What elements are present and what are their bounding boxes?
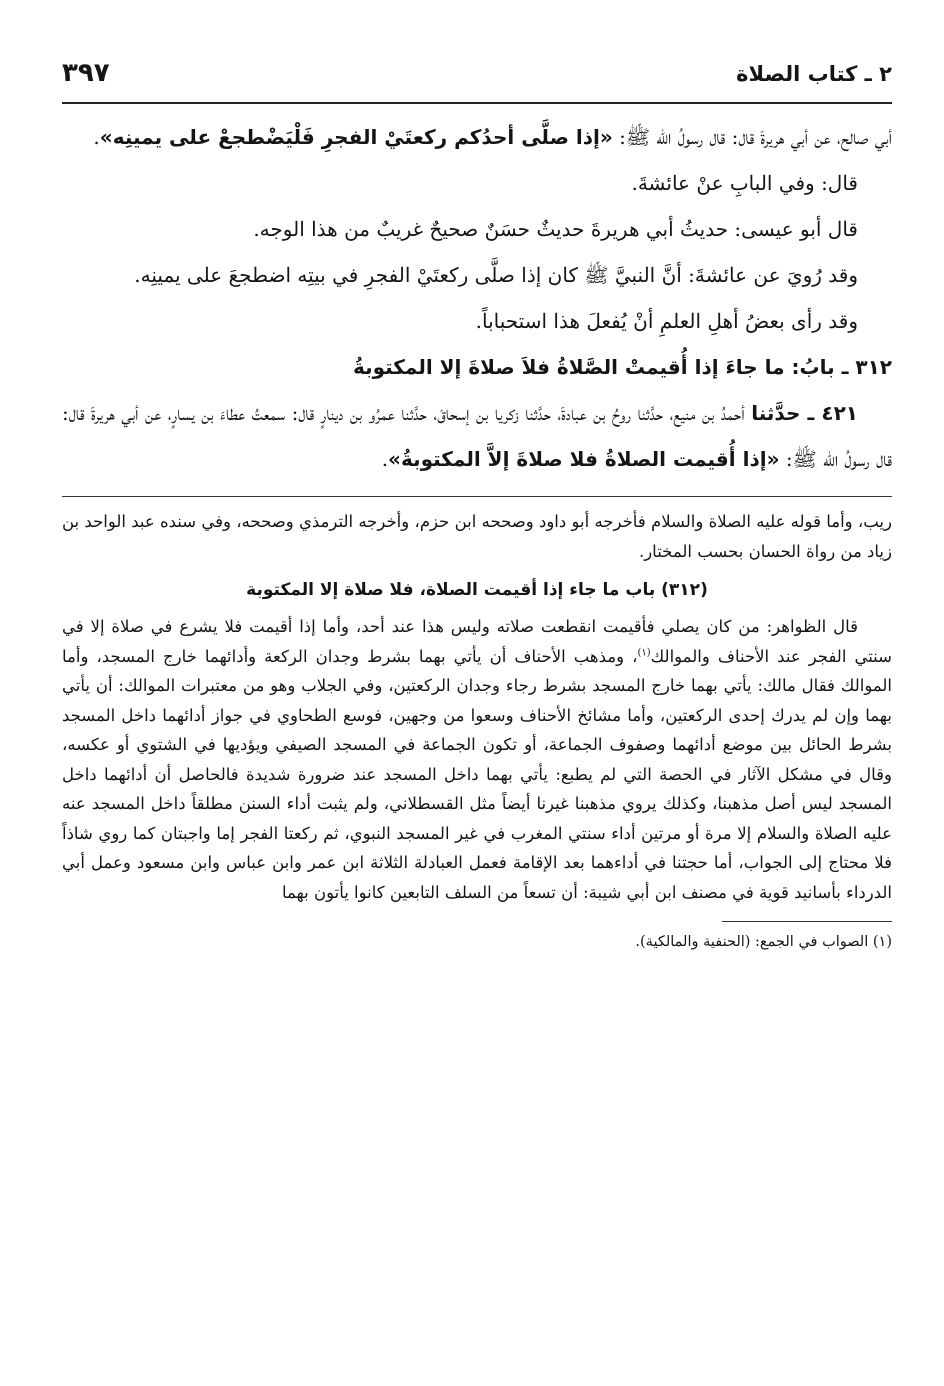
commentary-section bbox=[62, 507, 892, 907]
footnote: (١) الصواب في الجمع: (الحنفية والمالكية). bbox=[635, 934, 892, 950]
commentary-paragraph: ريب، وأما قوله عليه الصلاة والسلام فأخرجه أبو داود وصححه ابن حزم، وأخرجه الترمذي وصححه، وفي سنده عبد الواحد بن زياد من رواة الحسان بحسب المختار. bbox=[62, 512, 892, 561]
hadith-quote: «إذا أُقيمت الصلاةُ فلا صلاةَ إلاَّ المكتوبةُ» bbox=[388, 447, 780, 471]
main-paragraph: قال: وفي البابِ عنْ عائشةَ. bbox=[631, 171, 858, 195]
main-paragraph: قال أبو عيسى: حديثُ أبي هريرةَ حديثٌ حسَنٌ صحيحٌ غريبٌ من هذا الوجه. bbox=[253, 217, 858, 241]
narration-text: أبي صالح، عن أبي هريرةَ قال: قال رسولُ الله ﷺ: bbox=[612, 125, 892, 149]
main-paragraph bbox=[62, 114, 892, 160]
punctuation: . bbox=[381, 447, 389, 471]
main-text bbox=[62, 114, 892, 482]
book-title: ٢ ـ كتاب الصلاة bbox=[736, 62, 892, 86]
footnote-reference: (١) bbox=[637, 647, 651, 658]
main-paragraph: وقد رُويَ عن عائشةَ: أنَّ النبيَّ ﷺ كان إذا صلَّى ركعتَيْ الفجرِ في بيتِه اضطجعَ على يمينِه. bbox=[134, 263, 858, 287]
punctuation: . bbox=[93, 125, 100, 149]
hadith-quote: «إذا صلَّى أحدُكم ركعتَيْ الفجرِ فَلْيَضْطجعْ على يمينِه» bbox=[99, 125, 613, 149]
hadith-text: أحمدُ بن منيع، حدَّثنا روحُ بن عبادةَ، حدَّثنا زكريا بن إسحاقَ، حدَّثنا عمرُو بن دينارٍ قال: سمعتُ عطاءَ بن يسارٍ، عن أبي هريرةَ قال: قال رسولُ الله ﷺ: bbox=[62, 401, 892, 471]
commentary-separator bbox=[62, 496, 892, 497]
header-rule bbox=[62, 102, 892, 104]
commentary-paragraph bbox=[62, 612, 892, 907]
commentary-text: ، ومذهب الأحناف أن يأتي بهما بشرط وجدان الركعة وأدائهما خارج المسجد، وأما الموالك فقال مالك: يأتي بهما خارج المسجد بشرط رجاء وجدان الركعتين، وفي الجلاب وهو من معتبرات الموالك: أن يأتي بهما وإن لم يدرك إحدى الركعتين، وأما مشائخ الأحناف وسعوا من وجهين، فوسع الطحاوي في جواز أدائهما داخل المسجد بشرط الحائل بين موضع أدائهما وصفوف الجماعة، أو تكون الجماعة في المسجد الصيفي ويؤديها في الشتوي أو عكسه، وقال في مشكل الآثار في الحصة التي لم يطبع: يأتي بهما داخل المسجد عند ضرورة شديدة فالحاصل أن أدائهما داخل المسجد ليس أصل مذهبنا، وكذلك يروي مذهبنا غيرنا أيضاً مثل القسطلاني، ولم يثبت أداء السنن مطلقاً داخل المسجد عنه عليه الصلاة والسلام إلا مرة أو مرتين أداء سنتي المغرب في غير المسجد النبوي، ثم ركعتا الفجر إما واجبتان كما روي شاذاً فلا محتاج إلى الجواب، أما حجتنا في أداءهما بعد الإقامة فعمل العبادلة الثلاثة ابن عمر وابن عباس وابن مسعود وعمل أبي الدرداء بأسانيد قوية في مصنف ابن أبي شيبة: أن تسعاً من السلف التابعين كانوا يأتون بهما bbox=[62, 646, 892, 902]
page-number: ٣٩٧ bbox=[62, 58, 110, 88]
main-paragraph: وقد رأى بعضُ أهلِ العلمِ أنْ يُفعلَ هذا استحباباً. bbox=[475, 309, 858, 333]
footnote-rule bbox=[722, 921, 892, 922]
hadith-number: ٤٢١ ـ حدَّثنا bbox=[751, 401, 858, 425]
hadith-paragraph bbox=[62, 390, 892, 482]
chapter-heading: ٣١٢ ـ بابُ: ما جاءَ إذا أُقيمتْ الصَّلاةُ فلاَ صلاةَ إلا المكتوبةُ bbox=[352, 355, 892, 379]
book-page bbox=[62, 58, 892, 954]
commentary-heading: (٣١٢) باب ما جاء إذا أقيمت الصلاة، فلا صلاة إلا المكتوبة bbox=[246, 580, 708, 600]
page-header bbox=[62, 58, 892, 102]
commentary-text: قال الظواهر: من كان يصلي فأقيمت انقطعت صلاته وليس هذا عند أحد، وأما إذا أقيمت فلا يشرع في صلاة إلا في سنتي الفجر عند الأحناف والموالك bbox=[62, 617, 892, 666]
